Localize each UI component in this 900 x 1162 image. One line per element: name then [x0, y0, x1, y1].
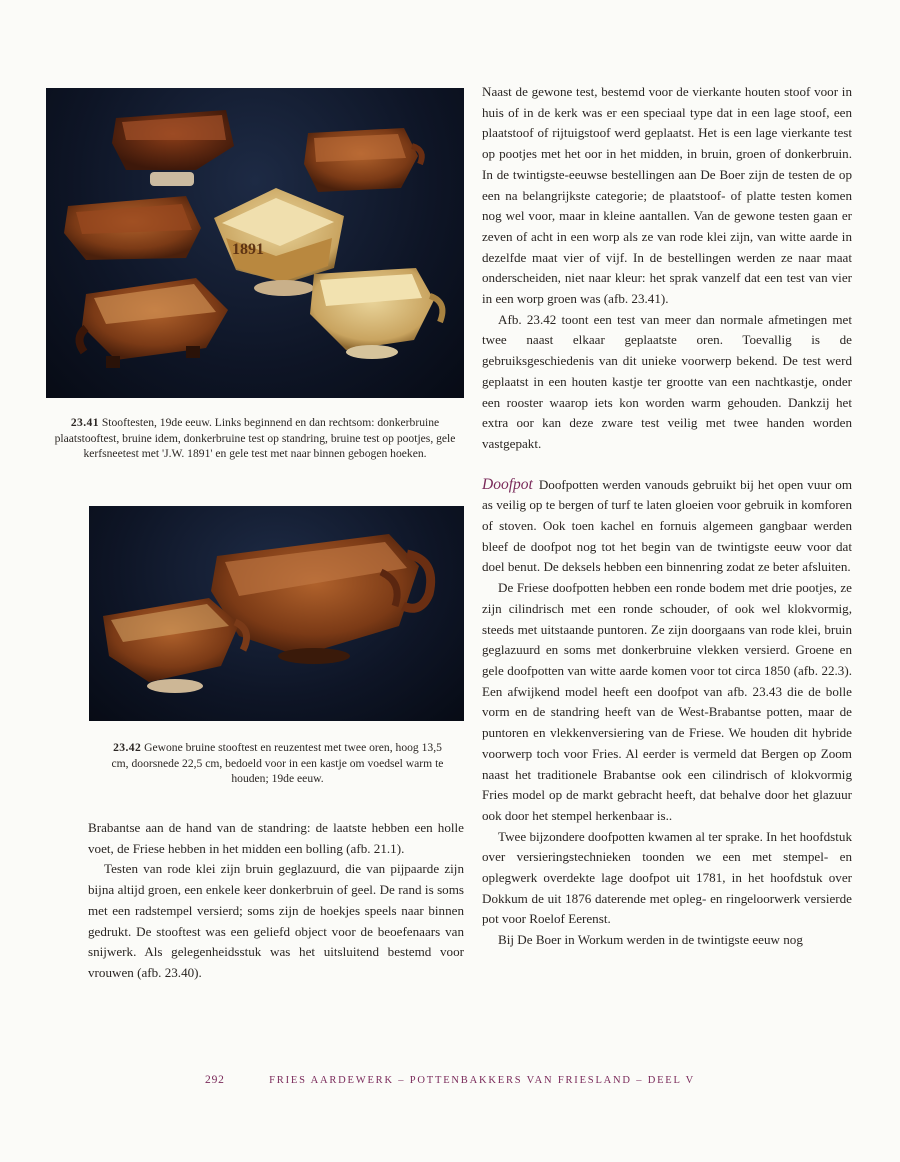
brown-test-on-feet: [79, 278, 228, 368]
paragraph: De Friese doofpotten hebben een ronde bodem met drie pootjes, ze zijn cilindrisch met een ronde schouder, of ook wel klokvormig, steeds met uitstaande puntoren. Ze zijn doorgaans van rode klei, bruin geglazuurd en soms met donkerbruine vlekken versierd. Groene en gele doofpotten van witte aarde komen voor tot circa 1850 (afb. 22.3). Een afwijkend model heeft een doofpot van afb. 23.43 die de bolle vorm en de standring heeft van de West-Brabantse potten, maar de puntoren en vlekkenversiering van de Friese. We houden dit hybride voorwerp toch voor Fries. Al eerder is vermeld dat Bergen op Zoom naast het traditionele Brabantse ook een cilindrisch of klokvormig Fries model op de markt gebracht heeft, dat behalve door het glazuur ook door het stempel herkenbaar is..: [482, 580, 852, 823]
paragraph: Testen van rode klei zijn bruin geglazuurd, die van pijpaarde zijn bijna altijd groen, een enkele keer donkerbruin of geel. De rand is soms met een radstempel versierd; soms zijn de hoekjes speels naar binnen gedrukt. De stooftest was een geliefd object voor de beoefenaars van snijwerk. Als gelegenheidsstuk was het uitsluitend bestemd voor vrouwen (afb. 23.40).: [88, 861, 464, 980]
figure-23-41-caption: [52, 415, 458, 462]
dark-brown-plate-test: [64, 196, 201, 260]
section-heading: Doofpot: [482, 475, 533, 493]
paragraph: Brabantse aan de hand van de standring: de laatste hebben een holle voet, de Friese hebben in het midden een bolling (afb. 21.1).: [88, 820, 464, 856]
figure-number: 23.41: [70, 416, 99, 429]
caption-text: Stooftesten, 19de eeuw. Links beginnend en dan rechtsom: donkerbruine plaatstooftest, bruine idem, donkerbruine test op standring, bruine test op pootjes, gele kerfsneetest met 'J.W. 1891' en gele test met naar binnen gebogen hoeken.: [54, 416, 456, 460]
yellow-test-inbent-corners: [310, 268, 442, 359]
paragraph: Naast de gewone test, bestemd voor de vierkante houten stoof voor in huis of in de kerk was er een speciaal type dat in een lage stoof, een plaatstoof of rijtuigstoof werd geplaatst. Het is een lage vierkante test op pootjes met het oor in het midden, in bruin, groen of donkerbruin. In de twintigste-eeuwse bestellingen aan De Boer zijn de testen de op een na belangrijkste categorie; de plaatstoof- of platte testen komen nog wel voor, maar in kleine aantallen. Van de gewone testen gaan er zeven of acht in een worp als ze van rode klei zijn, van witte aarde in dezelfde maat vier of vijf. In de bestellingen werden ze naar maat onderscheiden, niet naar kleur: het sprak vanzelf dat een test van vier in een worp groen was (afb. 23.41).: [482, 84, 852, 307]
stooftesten-illustration: [46, 88, 464, 398]
left-text-column: [88, 818, 464, 984]
photo-inscription: 1891: [232, 241, 264, 258]
figure-number: 23.42: [113, 741, 142, 754]
section-paragraph: [482, 475, 852, 579]
brown-test-right: [304, 128, 422, 192]
dark-brown-test-on-foot: [112, 110, 234, 186]
paragraph: Twee bijzondere doofpotten kwamen al ter sprake. In het hoofdstuk over versieringstechnieken toonden we een met stempel- en oplegwerk overdekte lage doofpot uit 1781, in het hoofdstuk over Dokkum de uit 1876 daterende met opleg- en ringeloorwerk versierde pot voor Roelof Eerenst.: [482, 828, 852, 927]
page-footer: [0, 1074, 900, 1086]
paragraph: Afb. 23.42 toont een test van meer dan normale afmetingen met twee naast elkaar geplaatste oren. Toevallig is de gebruiksgeschiedenis van dit unieke voorwerp bekend. De test werd geplaatst in een houten kastje ter grootte van een nachtkastje, onder een rooster waarop iets kon worden warm gehouden. Dankzij het extra oor kan deze zware test veilig met twee handen worden vastgepakt.: [482, 311, 852, 451]
right-text-column: [482, 82, 852, 951]
page-number: 292: [205, 1074, 225, 1086]
figure-23-42-caption: [110, 740, 445, 787]
ordinary-brown-test: [103, 598, 247, 693]
paragraph: Bij De Boer in Workum werden in de twintigste eeuw nog: [498, 932, 803, 948]
running-title: FRIES AARDEWERK – POTTENBAKKERS VAN FRIESLAND – DEEL V: [269, 1075, 695, 1086]
reuzentest-illustration: [89, 506, 464, 721]
caption-text: Gewone bruine stooftest en reuzentest met twee oren, hoog 13,5 cm, doorsnede 22,5 cm, bedoeld voor in een kastje om voedsel warm te houden; 19de eeuw.: [111, 741, 444, 785]
paragraph-text: Doofpotten werden vanouds gebruikt bij het open vuur om as veilig op te bergen of turf te laten gloeien voor gebruik in komforen of stoven. Ook toen kachel en fornuis algemeen gangbaar werden bleef de doofpot nog tot het begin van de twintigste eeuw voor dat doel benut. De deksels hebben een binnenring zodat ze beter afsluiten.: [482, 476, 852, 575]
figure-23-41-photo: [46, 88, 464, 398]
figure-23-42-photo: [89, 506, 464, 721]
